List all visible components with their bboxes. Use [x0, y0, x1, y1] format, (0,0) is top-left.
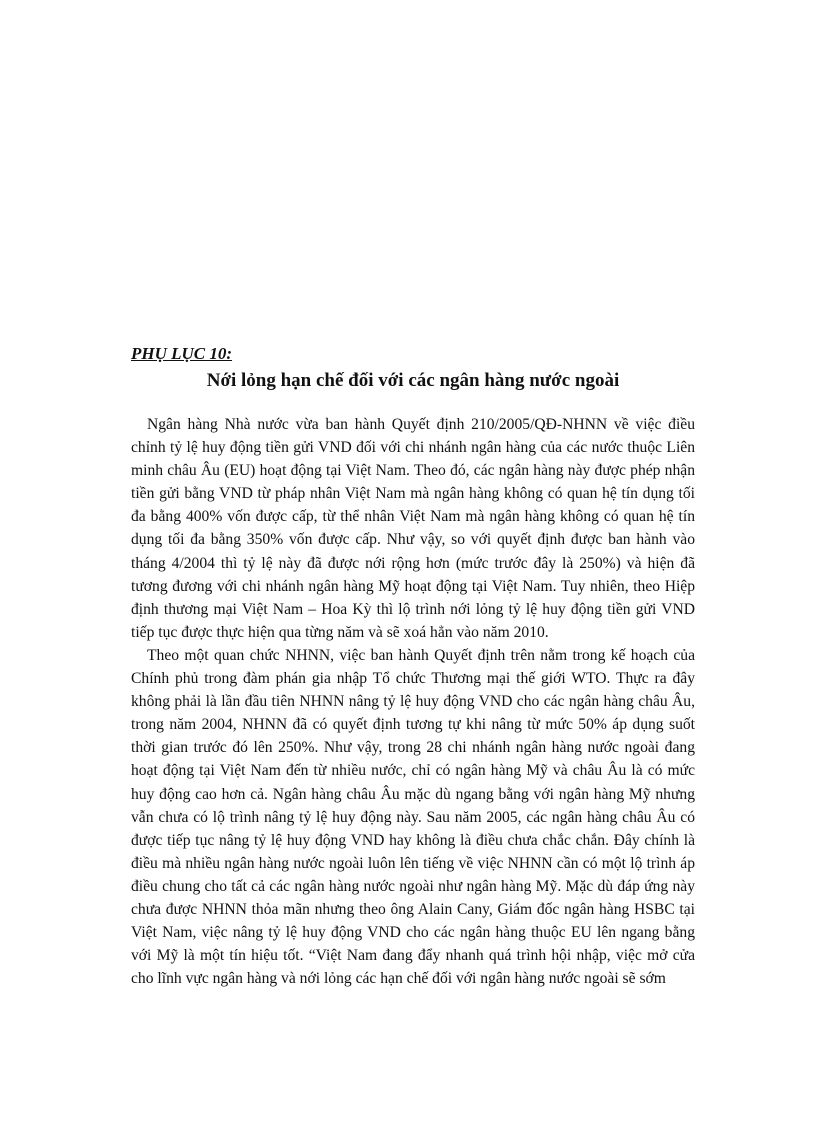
appendix-label: PHỤ LỤC 10:: [131, 344, 233, 363]
document-title: Nới lỏng hạn chế đối với các ngân hàng nước ngoài: [206, 370, 620, 391]
document-page: [131, 343, 695, 990]
paragraph: Theo một quan chức NHNN, việc ban hành Quyết định trên nằm trong kế hoạch của Chính phủ trong đàm phán gia nhập Tổ chức Thương mại thế giới WTO. Thực ra đây không phải là lần đầu tiên NHNN nâng tỷ lệ huy động VND cho các ngân hàng châu Âu, trong năm 2004, NHNN đã có quyết định tương tự khi nâng từ mức 50% áp dụng suốt thời gian trước đó lên 250%. Như vậy, trong 28 chi nhánh ngân hàng nước ngoài đang hoạt động tại Việt Nam đến từ nhiều nước, chỉ có ngân hàng Mỹ và châu Âu là có mức huy động cao hơn cả. Ngân hàng châu Âu mặc dù ngang bằng với ngân hàng Mỹ nhưng vẫn chưa có lộ trình nâng tỷ lệ huy động này. Sau năm 2005, các ngân hàng châu Âu có được tiếp tục nâng tỷ lệ huy động VND hay không là điều chưa chắc chắn. Đây chính là điều mà nhiều ngân hàng nước ngoài luôn lên tiếng về việc NHNN cần có một lộ trình áp điều chung cho tất cả các ngân hàng nước ngoài như ngân hàng Mỹ. Mặc dù đáp ứng này chưa được NHNN thỏa mãn nhưng theo ông Alain Cany, Giám đốc ngân hàng HSBC tại Việt Nam, việc nâng tỷ lệ huy động VND cho các ngân hàng thuộc EU lên ngang bằng với Mỹ là một tín hiệu tốt. “Việt Nam đang đẩy nhanh quá trình hội nhập, việc mở cửa cho lĩnh vực ngân hàng và nới lỏng các hạn chế đối với ngân hàng nước ngoài sẽ sớm: [131, 646, 695, 988]
paragraph: Ngân hàng Nhà nước vừa ban hành Quyết định 210/2005/QĐ-NHNN về việc điều chỉnh tỷ lệ huy động tiền gửi VND đối với chi nhánh ngân hàng của các nước thuộc Liên minh châu Âu (EU) hoạt động tại Việt Nam. Theo đó, các ngân hàng này được phép nhận tiền gửi bằng VND từ pháp nhân Việt Nam mà ngân hàng không có quan hệ tín dụng tối đa bằng 400% vốn được cấp, từ thể nhân Việt Nam mà ngân hàng không có quan hệ tín dụng tối đa bằng 350% vốn được cấp. Như vậy, so với quyết định được ban hành vào tháng 4/2004 thì tỷ lệ này đã được nới rộng hơn (mức trước đây là 250%) và hiện đã tương đương với chi nhánh ngân hàng Mỹ hoạt động tại Việt Nam. Tuy nhiên, theo Hiệp định thương mại Việt Nam – Hoa Kỳ thì lộ trình nới lỏng tỷ lệ huy động tiền gửi VND tiếp tục được thực hiện qua từng năm và sẽ xoá hẳn vào năm 2010.: [131, 416, 695, 641]
